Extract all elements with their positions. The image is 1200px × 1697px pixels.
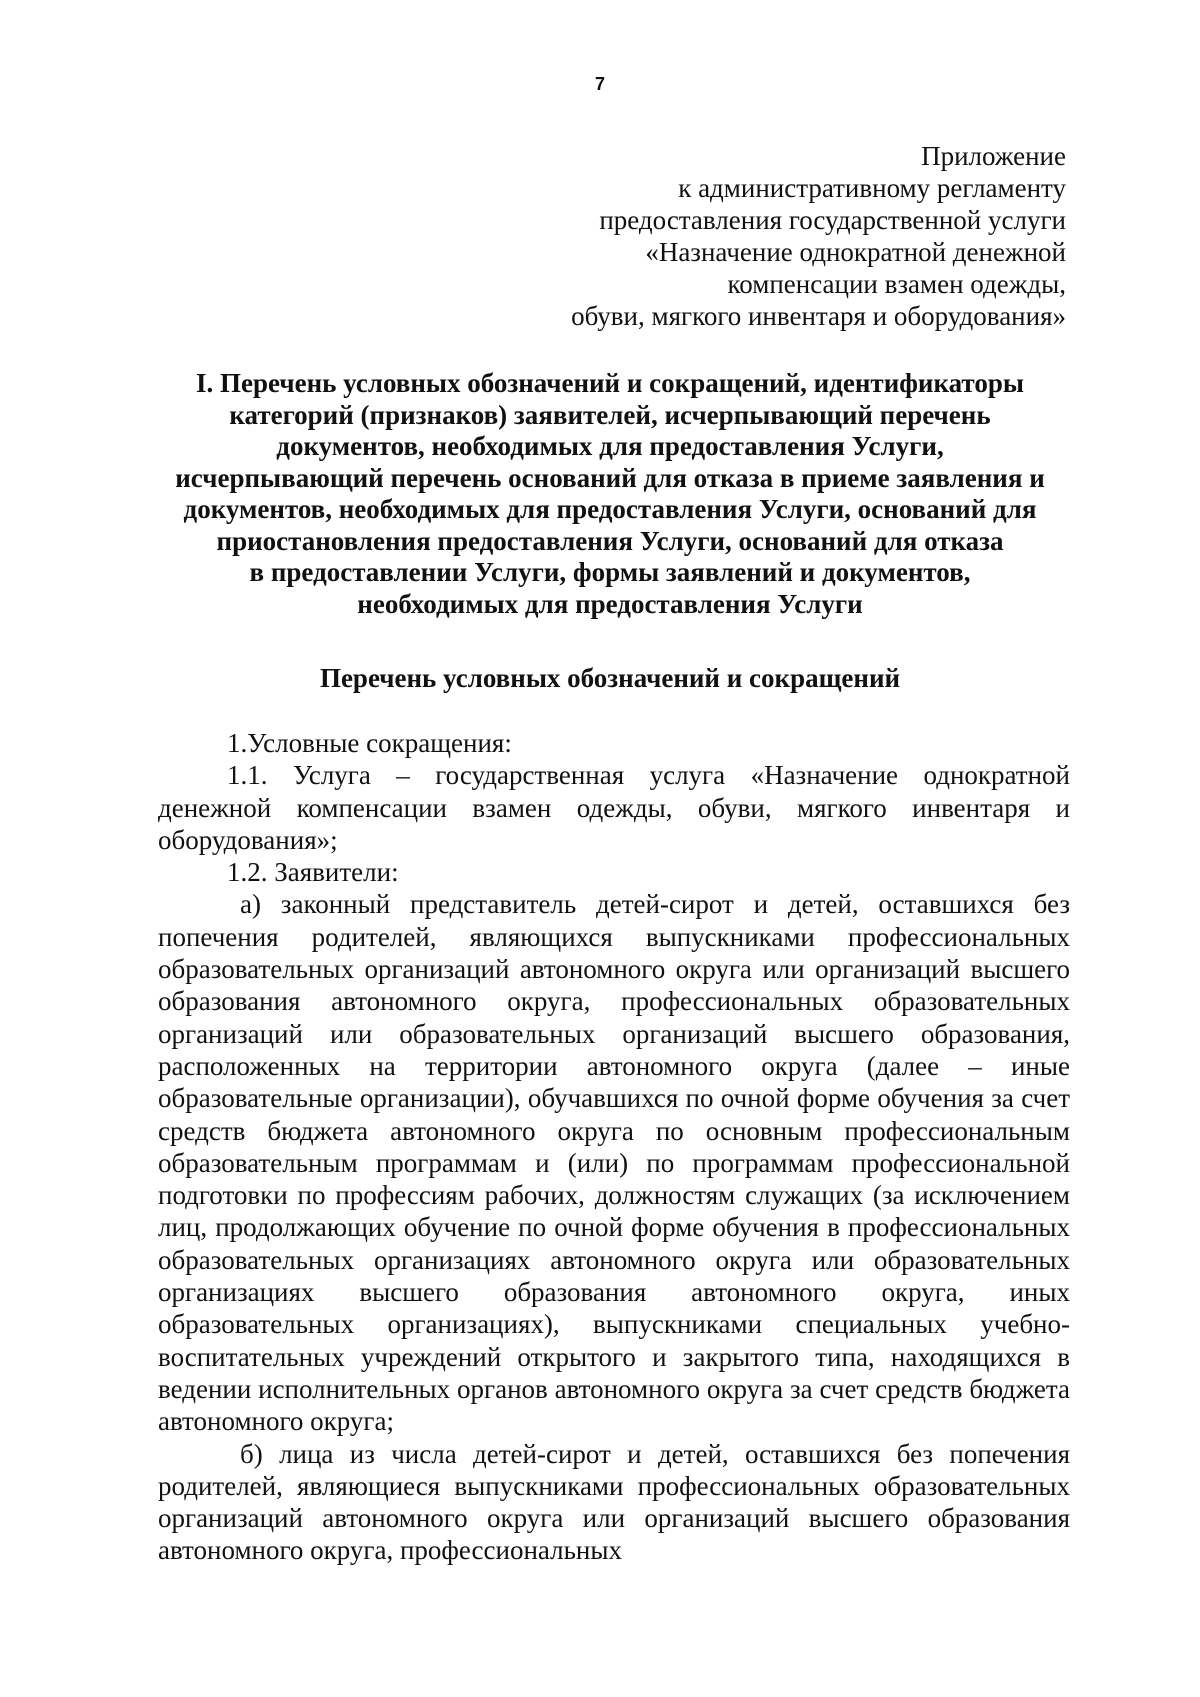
section-title-line: необходимых для предоставления Услуги [357, 588, 863, 619]
appendix-line: обуви, мягкого инвентаря и оборудования» [571, 301, 1066, 331]
section-title-line: I. Перечень условных обозначений и сокращений, идентификаторы [196, 368, 1024, 398]
paragraph-applicant-b: б) лица из числа детей-сирот и детей, оставшихся без попечения родителей, являющиеся выпускниками профессиональных образовательных организаций автономного округа или организаций высшего образования автономного округа, профессиональных [158, 1438, 1070, 1566]
paragraph-applicant-a: а) законный представитель детей-сирот и детей, оставшихся без попечения родителей, являющихся выпускниками профессиональных образовательных организаций автономного округа или организаций высшего образования автономного округа, профессиональных образовательных организаций или образовательных организаций высшего образования, расположенных на территории автономного округа (далее – иные образовательные организации), обучавшихся по очной форме обучения за счет средств бюджета автономного округа по основным профессиональным образовательным программам и (или) по программам профессиональной подготовки по профессиям рабочих, должностям служащих (за исключением лиц, продолжающих обучение по очной форме обучения в профессиональных образовательных организациях автономного округа или образовательных организациях высшего образования автономного округа, иных образовательных организациях), выпускниками специальных учебно-воспитательных учреждений открытого и закрытого типа, находящихся в ведении исполнительных органов автономного округа за счет средств бюджета автономного округа; [158, 889, 1070, 1437]
appendix-header [446, 140, 1066, 332]
paragraph-applicants: 1.2. Заявители: [227, 857, 399, 888]
section-title-line: исчерпывающий перечень оснований для отказа в приеме заявления и [175, 462, 1045, 493]
appendix-line: предоставления государственной услуги [599, 205, 1066, 235]
appendix-line: Приложение [921, 141, 1066, 171]
section-title-line: документов, необходимых для предоставления Услуги, оснований для [183, 494, 1037, 524]
paragraph-service: 1.1. Услуга – государственная услуга «Назначение однократной денежной компенсации взамен одежды, обуви, мягкого инвентаря и оборудования»; [158, 760, 1070, 855]
section-title-line: документов, необходимых для предоставления Услуги, [276, 431, 944, 461]
body-text [158, 727, 1070, 1567]
subsection-title: Перечень условных обозначений и сокращений [319, 663, 901, 693]
appendix-line: к административному регламенту [678, 173, 1066, 203]
appendix-line: «Назначение однократной денежной [645, 237, 1066, 267]
section-title-line: в предоставлении Услуги, формы заявлений и документов, [249, 557, 971, 587]
section-title [150, 368, 1070, 620]
page-number: 7 [594, 74, 605, 94]
section-title-line: категорий (признаков) заявителей, исчерпывающий перечень [229, 399, 991, 430]
section-title-line: приостановления предоставления Услуги, оснований для отказа [216, 525, 1004, 556]
appendix-line: компенсации взамен одежды, [727, 269, 1066, 299]
paragraph-abbreviations: 1.Условные сокращения: [227, 728, 512, 758]
